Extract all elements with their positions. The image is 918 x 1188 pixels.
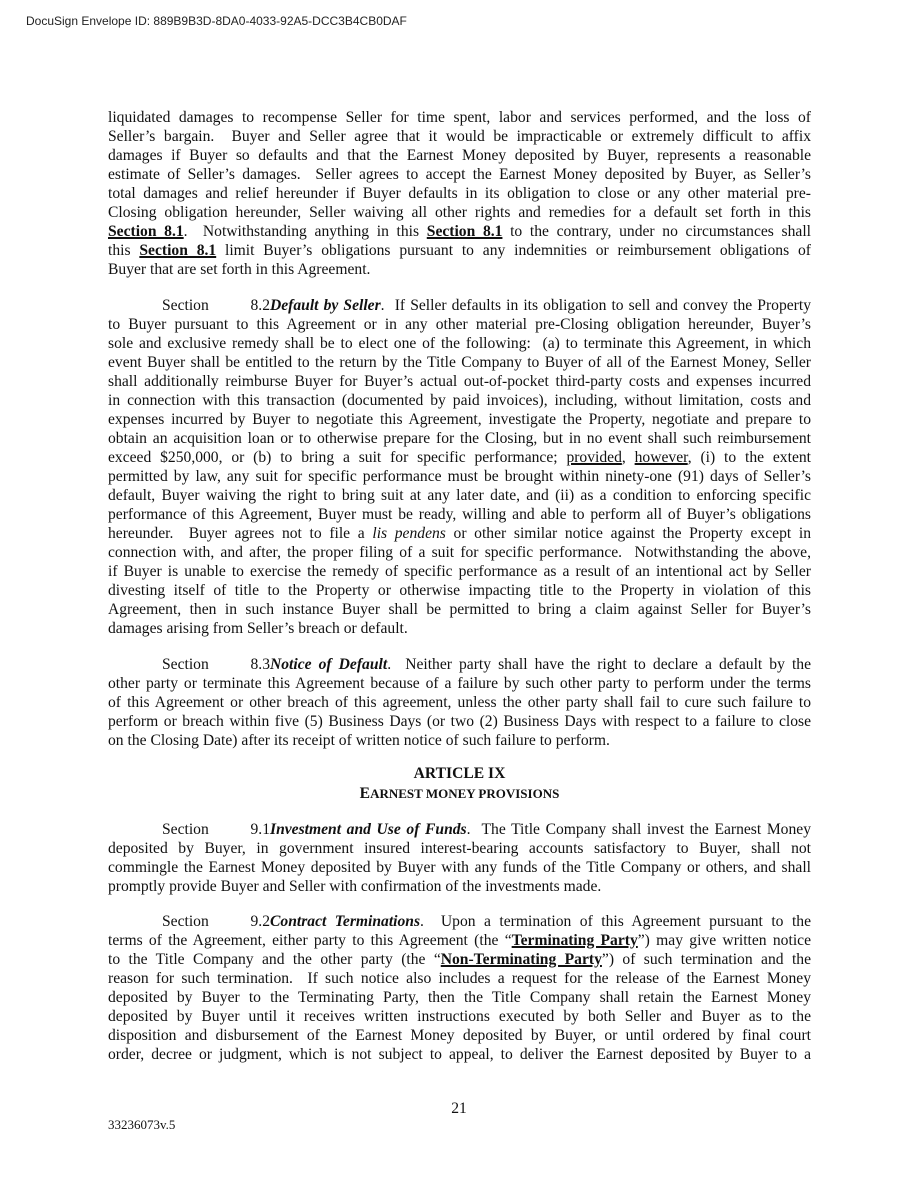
text-run: . Upon a termination of this Agreement pursuant to the [420,913,812,930]
text-line [108,655,811,674]
text-run: perform or breach within five (5) Business Days (or two (2) Business Days with respect to a failure to close [108,713,811,730]
text-line [108,410,811,429]
text-run: other party or terminate this Agreement because of a failure by such other party to perform under the terms [108,675,811,692]
text-line [108,931,811,950]
text-run: Buyer that are set forth in this Agreement. [108,261,371,278]
text-run: . Notwithstanding anything in this [183,223,427,240]
text-line [108,486,811,505]
text-line [108,1026,811,1045]
text-run: this [108,242,140,259]
section-number: Section 8.2 [162,297,270,314]
defined-term: Terminating Party [511,932,638,949]
text-line [108,315,811,334]
paragraph-section-9-1 [108,820,811,896]
text-run: if Buyer is unable to exercise the remedy of specific performance as a result of an intentional act by Seller [108,563,811,580]
text-run: of this Agreement or other breach of this agreement, unless the other party shall fail to cure such failure to [108,694,811,711]
text-line [108,241,811,260]
section-heading: Contract Terminations [270,913,421,930]
article-number: ARTICLE IX [413,765,506,782]
defined-term: Section 8.1 [426,223,503,240]
text-line [108,222,811,241]
text-run: order, decree or judgment, which is not subject to appeal, to deliver the Earnest deposited by Buyer to a [108,1046,811,1063]
text-line [108,165,811,184]
text-line [108,988,811,1007]
text-line [108,260,811,279]
text-line [108,674,811,693]
defined-term: Section 8.1 [108,223,184,240]
text-run: to the contrary, under no circumstances shall [502,223,811,240]
text-line [108,581,811,600]
text-run: total damages and relief hereunder if Buyer defaults in its obligation to close or any other material pre- [108,185,811,202]
page-number: 21 [451,1100,467,1117]
text-line [108,877,811,896]
text-run: permitted by law, any suit for specific performance must be brought within ninety-one (91) days of Seller’s [108,468,811,485]
text-line [108,334,811,353]
section-number: Section 8.3 [162,656,270,673]
text-line [108,1045,811,1064]
text-run: shall additionally reimburse Buyer for Buyer’s actual out-of-pocket third-party costs and expenses incurred [108,373,811,390]
section-heading: Investment and Use of Funds [270,821,467,838]
text-run: commingle the Earnest Money deposited by Buyer with any funds of the Title Company or others, and shall [108,859,811,876]
text-run: performance of this Agreement, Buyer must be ready, willing and able to perform all of Buyer’s obligations [108,506,811,523]
text-line [108,543,811,562]
article-title: EARNEST MONEY PROVISIONS [359,785,560,802]
text-run: . Neither party shall have the right to declare a default by the [387,656,811,673]
text-line [108,203,811,222]
text-run: deposited by Buyer, in government insured interest-bearing accounts satisfactory to Buyer, shall not [108,840,811,857]
text-run: . If Seller defaults in its obligation to sell and convey the Property [380,297,811,314]
text-run: terms of the Agreement, either party to this Agreement (the “ [108,932,512,949]
section-heading: Default by Seller [270,297,381,314]
text-line [108,372,811,391]
text-line [108,391,811,410]
text-run: default, Buyer waiving the right to bring suit at any later date, and (ii) as a condition to enforcing specific [108,487,811,504]
text-line [108,353,811,372]
text-run: Closing obligation hereunder, Seller waiving all other rights and remedies for a default set forth in this [108,204,811,221]
text-line [108,505,811,524]
text-run: connection with, and after, the proper filing of a suit for specific performance. Notwithstanding the above, [108,544,811,561]
text-line [108,562,811,581]
text-run: on the Closing Date) after its receipt of written notice of such failure to perform. [108,732,610,749]
text-run: event Buyer shall be entitled to the return by the Title Company to Buyer of all of the Earnest Money, Seller [108,354,811,371]
section-number: Section 9.2 [162,913,270,930]
text-run: . The Title Company shall invest the Earnest Money [466,821,811,838]
text-line [108,146,811,165]
text-run: sole and exclusive remedy shall be to elect one of the following: (a) to terminate this Agreement, in which [108,335,811,352]
text-run: to the Title Company and the other party (the “ [108,951,441,968]
text-line [108,108,811,127]
text-line [108,429,811,448]
text-run: Agreement, then in such instance Buyer shall be permitted to bring a claim against Seller for Buyer’s [108,601,811,618]
text-run: liquidated damages to recompense Seller for time spent, labor and services performed, and the loss of [108,109,811,126]
docusign-envelope-id: DocuSign Envelope ID: 889B9B3D-8DA0-4033-92A5-DCC3B4CB0DAF [26,14,407,28]
text-run: exceed $250,000, or (b) to bring a suit for specific performance; [108,449,567,466]
text-line [108,619,811,638]
text-line [108,839,811,858]
text-line [108,600,811,619]
defined-term: provided [566,449,622,466]
text-run: damages if Buyer so defaults and that the Earnest Money deposited by Buyer, represents a reasonable [108,147,811,164]
section-number: Section 9.1 [162,821,270,838]
text-run: deposited by Buyer until it receives written instructions executed by both Seller and Buyer as to the [108,1008,811,1025]
text-run: deposited by Buyer to the Terminating Party, then the Title Company shall retain the Earnest Money [108,989,811,1006]
text-run: estimate of Seller’s damages. Seller agrees to accept the Earnest Money deposited by Buyer, as Seller’s [108,166,811,183]
text-run: obtain an acquisition loan or to otherwise prepare for the Closing, but in no event shall such reimbursement [108,430,811,447]
text-run: to Buyer pursuant to this Agreement or in any other material pre-Closing obligation hereunder, Buyer’s [108,316,811,333]
text-run: , [621,449,635,466]
paragraph-section-8-2 [108,296,811,638]
text-line [108,127,811,146]
text-line [108,184,811,203]
text-run: promptly provide Buyer and Seller with confirmation of the investments made. [108,878,602,895]
emphasis-text: lis pendens [372,525,446,542]
paragraph-section-8-1-continued [108,108,811,279]
text-run: or other similar notice against the Property except in [445,525,811,542]
defined-term: Section 8.1 [139,242,217,259]
text-line [108,693,811,712]
text-line [108,950,811,969]
text-line [108,1007,811,1026]
text-line [108,731,811,750]
defined-term: however [634,449,688,466]
text-line [108,524,811,543]
text-line [108,969,811,988]
paragraph-section-9-2 [108,912,811,1064]
text-line [108,712,811,731]
text-run: , (i) to the extent [687,449,811,466]
text-run: Seller’s bargain. Buyer and Seller agree that it would be impracticable or extremely difficult to affix [108,128,811,145]
text-run: expenses incurred by Buyer to negotiate this Agreement, investigate the Property, negotiate and prepare to [108,411,811,428]
text-line [108,820,811,839]
text-line [108,448,811,467]
text-line [108,858,811,877]
text-line [108,296,811,315]
text-run: limit Buyer’s obligations pursuant to any indemnities or reimbursement obligations of [216,242,811,259]
document-id: 33236073v.5 [108,1117,176,1132]
text-run: reason for such termination. If such notice also includes a request for the release of the Earnest Money [108,970,811,987]
section-heading: Notice of Default [270,656,388,673]
text-run: disposition and disbursement of the Earnest Money deposited by Buyer, or until ordered by final court [108,1027,811,1044]
text-run: hereunder. Buyer agrees not to file a [108,525,373,542]
text-run: ”) of such termination and the [601,951,811,968]
text-run: divesting itself of title to the Property or otherwise impacting title to the Property in violation of this [108,582,811,599]
text-line [108,467,811,486]
defined-term: Non-Terminating Party [440,951,602,968]
text-run: damages arising from Seller’s breach or default. [108,620,408,637]
text-line [108,912,811,931]
text-run: in connection with this transaction (documented by paid invoices), including, without limitation, costs and [108,392,811,409]
text-run: ”) may give written notice [637,932,811,949]
paragraph-section-8-3 [108,655,811,750]
